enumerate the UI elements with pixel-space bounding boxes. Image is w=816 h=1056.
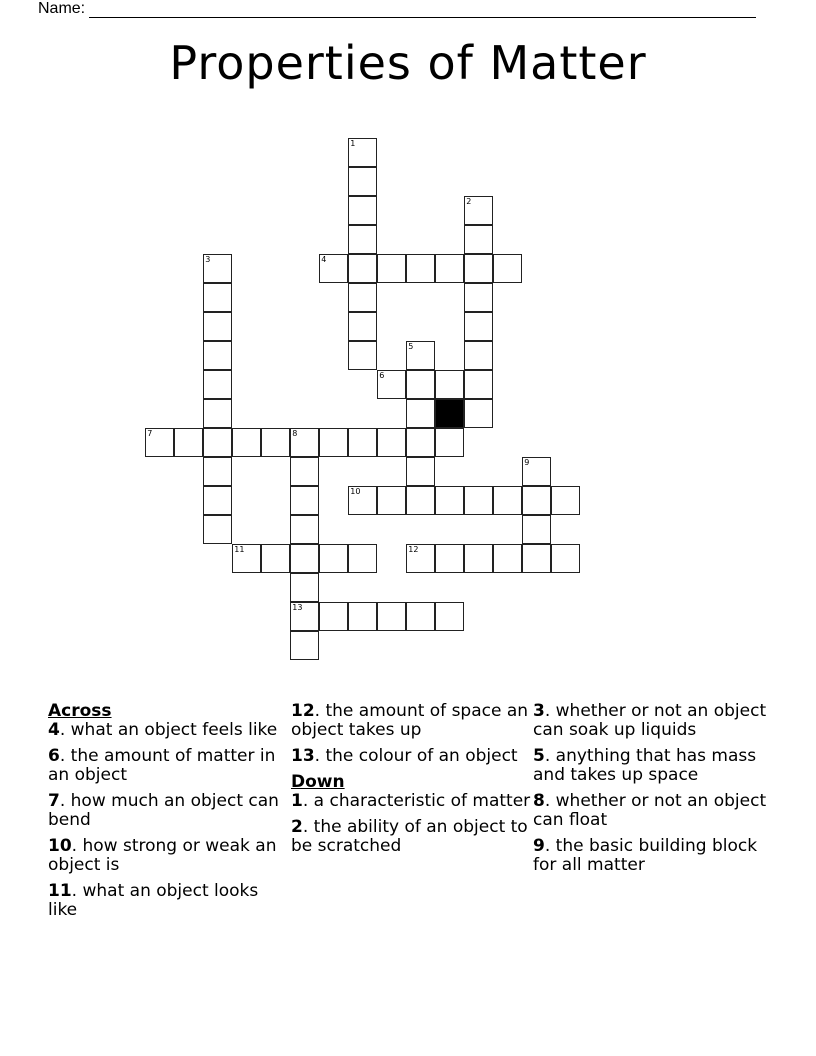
clue-number: 4	[321, 255, 327, 265]
grid-cell[interactable]	[464, 370, 493, 399]
grid-cell[interactable]	[348, 283, 377, 312]
clue-across-7: 7. how much an object can bend	[48, 791, 279, 830]
grid-cell[interactable]	[348, 428, 377, 457]
grid-cell[interactable]	[203, 399, 232, 428]
clue-number: 3	[205, 255, 211, 265]
grid-cell[interactable]	[203, 254, 232, 283]
grid-cell[interactable]	[203, 341, 232, 370]
grid-cell[interactable]	[261, 544, 290, 573]
grid-cell[interactable]	[406, 428, 435, 457]
clue-number: 1	[350, 139, 356, 149]
clue-down-1: 1. a characteristic of matter	[291, 791, 531, 811]
grid-cell[interactable]	[377, 254, 406, 283]
grid-cell[interactable]	[377, 602, 406, 631]
clues-column-2	[291, 702, 531, 863]
grid-cell[interactable]	[348, 544, 377, 573]
down-heading: Down	[291, 772, 345, 792]
grid-cell[interactable]	[406, 457, 435, 486]
grid-cell[interactable]	[522, 457, 551, 486]
grid-cell[interactable]	[464, 254, 493, 283]
clue-across-13: 13. the colour of an object	[291, 746, 518, 766]
grid-cell[interactable]	[319, 254, 348, 283]
grid-cell[interactable]	[319, 428, 348, 457]
grid-cell[interactable]	[522, 544, 551, 573]
grid-cell[interactable]	[435, 486, 464, 515]
grid-cell[interactable]	[464, 196, 493, 225]
grid-cell[interactable]	[232, 544, 261, 573]
clue-down-2: 2. the ability of an object to be scratched	[291, 817, 528, 856]
clue-number: 10	[350, 487, 361, 497]
grid-cell[interactable]	[290, 515, 319, 544]
grid-cell[interactable]	[203, 457, 232, 486]
grid-cell[interactable]	[406, 399, 435, 428]
grid-cell[interactable]	[348, 341, 377, 370]
grid-cell[interactable]	[174, 428, 203, 457]
grid-cell[interactable]	[290, 573, 319, 602]
clue-across-10: 10. how strong or weak an object is	[48, 836, 277, 875]
grid-cell[interactable]	[145, 428, 174, 457]
clue-number: 11	[234, 545, 245, 555]
clue-number: 8	[292, 429, 298, 439]
grid-cell[interactable]	[203, 312, 232, 341]
grid-cell[interactable]	[348, 486, 377, 515]
grid-cell[interactable]	[290, 544, 319, 573]
grid-cell[interactable]	[319, 602, 348, 631]
grid-cell[interactable]	[464, 283, 493, 312]
clue-number: 2	[466, 197, 472, 207]
grid-cell[interactable]	[551, 544, 580, 573]
grid-cell[interactable]	[203, 486, 232, 515]
grid-cell[interactable]	[493, 254, 522, 283]
grid-cell[interactable]	[377, 486, 406, 515]
grid-cell[interactable]	[464, 486, 493, 515]
name-line[interactable]	[89, 3, 756, 18]
grid-cell[interactable]	[406, 341, 435, 370]
grid-cell[interactable]	[464, 225, 493, 254]
page-title: Properties of Matter	[169, 36, 647, 90]
clue-down-8: 8. whether or not an object can float	[533, 791, 767, 830]
name-field[interactable]	[38, 0, 756, 18]
grid-cell[interactable]	[406, 254, 435, 283]
grid-cell[interactable]	[435, 370, 464, 399]
grid-cell[interactable]	[551, 486, 580, 515]
grid-cell[interactable]	[348, 254, 377, 283]
grid-cell[interactable]	[406, 370, 435, 399]
grid-cell[interactable]	[290, 631, 319, 660]
grid-cell[interactable]	[522, 515, 551, 544]
grid-cell[interactable]	[377, 370, 406, 399]
grid-cell[interactable]	[464, 312, 493, 341]
grid-cell[interactable]	[464, 544, 493, 573]
grid-cell[interactable]	[290, 457, 319, 486]
grid-cell[interactable]	[493, 544, 522, 573]
clue-down-5: 5. anything that has mass and takes up space	[533, 746, 757, 785]
grid-cell[interactable]	[203, 370, 232, 399]
grid-cell[interactable]	[319, 544, 348, 573]
grid-cell[interactable]	[203, 283, 232, 312]
grid-cell[interactable]	[261, 428, 290, 457]
grid-cell[interactable]	[435, 544, 464, 573]
grid-cell[interactable]	[348, 138, 377, 167]
clue-number: 6	[379, 371, 385, 381]
across-heading: Across	[48, 701, 112, 721]
grid-cell[interactable]	[203, 428, 232, 457]
clue-across-4: 4. what an object feels like	[48, 720, 278, 740]
grid-cell[interactable]	[464, 341, 493, 370]
name-label: Name:	[38, 0, 86, 17]
grid-cell[interactable]	[435, 428, 464, 457]
clue-number: 13	[292, 603, 303, 613]
clue-across-12: 12. the amount of space an object takes up	[291, 701, 529, 740]
grid-cell[interactable]	[290, 428, 319, 457]
grid-cell[interactable]	[406, 486, 435, 515]
black-cell	[435, 399, 464, 428]
clues-column-1	[48, 702, 288, 927]
grid-cell[interactable]	[435, 254, 464, 283]
clue-down-3: 3. whether or not an object can soak up liquids	[533, 701, 767, 740]
grid-cell[interactable]	[464, 399, 493, 428]
clue-down-9: 9. the basic building block for all matter	[533, 836, 758, 875]
clue-number: 9	[524, 458, 530, 468]
grid-cell[interactable]	[435, 602, 464, 631]
clues-column-3	[533, 702, 773, 882]
grid-cell[interactable]	[493, 486, 522, 515]
clue-number: 12	[408, 545, 419, 555]
grid-cell[interactable]	[348, 602, 377, 631]
grid-cell[interactable]	[203, 515, 232, 544]
grid-cell[interactable]	[348, 167, 377, 196]
clue-across-11: 11. what an object looks like	[48, 881, 259, 920]
grid-cell[interactable]	[522, 486, 551, 515]
clue-number: 5	[408, 342, 414, 352]
grid-cell[interactable]	[406, 544, 435, 573]
grid-cell[interactable]	[290, 486, 319, 515]
grid-cell[interactable]	[348, 196, 377, 225]
grid-cell[interactable]	[348, 312, 377, 341]
clue-number: 7	[147, 429, 153, 439]
grid-cell[interactable]	[377, 428, 406, 457]
grid-cell[interactable]	[290, 602, 319, 631]
clue-across-6: 6. the amount of matter in an object	[48, 746, 276, 785]
grid-cell[interactable]	[232, 428, 261, 457]
grid-cell[interactable]	[348, 225, 377, 254]
grid-cell[interactable]	[406, 602, 435, 631]
